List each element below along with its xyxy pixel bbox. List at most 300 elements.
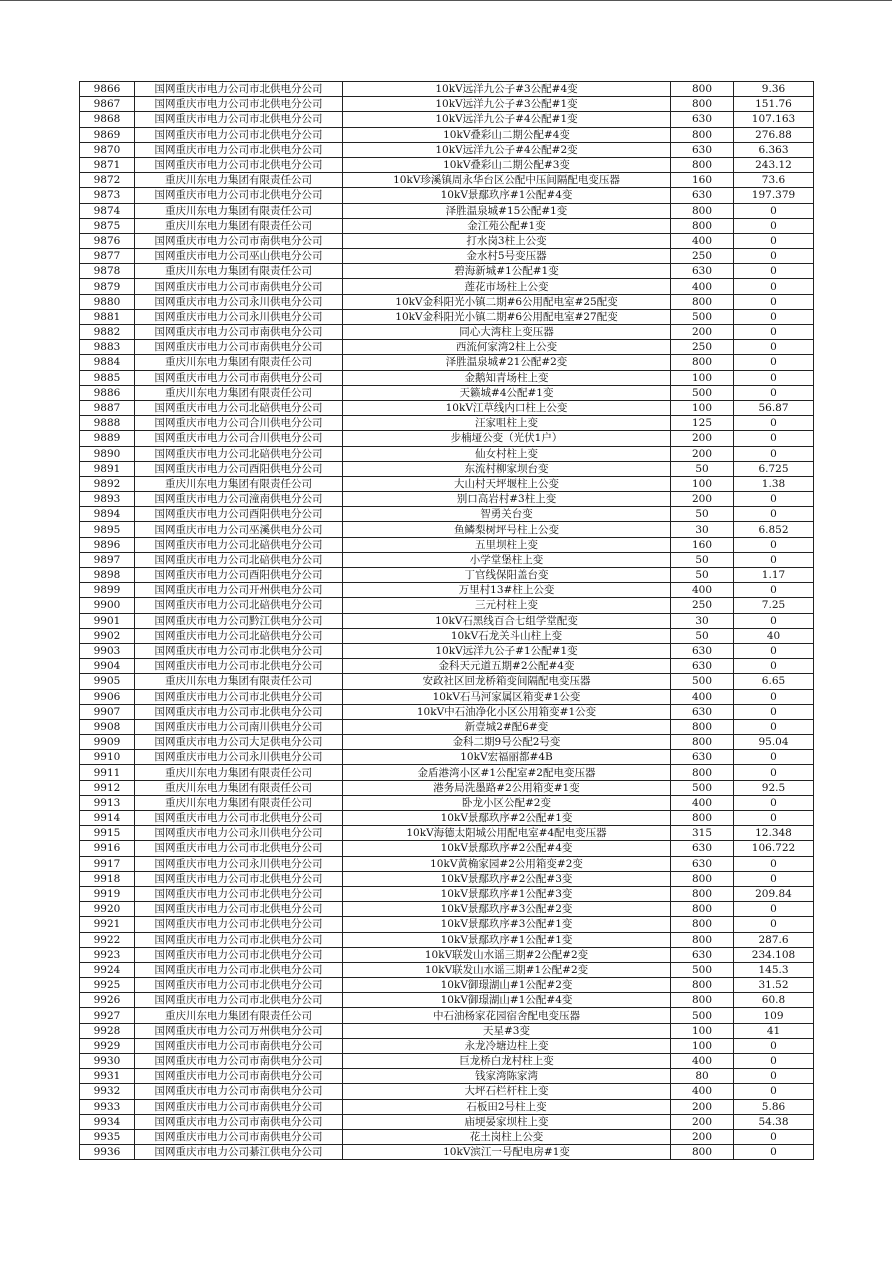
capacity-cell: 30 (671, 522, 734, 537)
company-cell: 国网重庆市电力公司市北供电分公司 (135, 188, 343, 203)
capacity-cell: 50 (671, 552, 734, 567)
table-row (80, 431, 814, 446)
company-cell: 国网重庆市电力公司开州供电分公司 (135, 583, 343, 598)
company-cell: 国网重庆市电力公司市北供电分公司 (135, 978, 343, 993)
transformer-name-cell: 万里村13#柱上公变 (343, 583, 671, 598)
capacity-cell: 50 (671, 628, 734, 643)
table-row (80, 309, 814, 324)
transformer-name-cell: 鱼鳞梨树坪号柱上公变 (343, 522, 671, 537)
transformer-name-cell: 10kV景鄢玖序#3公配#1变 (343, 917, 671, 932)
value-cell: 0 (734, 1069, 814, 1084)
table-row (80, 461, 814, 476)
value-cell: 107.163 (734, 112, 814, 127)
transformer-name-cell: 金科天元道五期#2公配#4变 (343, 659, 671, 674)
table-row (80, 826, 814, 841)
value-cell: 92.5 (734, 780, 814, 795)
value-cell: 0 (734, 613, 814, 628)
transformer-name-cell: 10kV景鄢玖序#1公配#4变 (343, 188, 671, 203)
table-row (80, 1069, 814, 1084)
row-number-cell: 9876 (80, 233, 135, 248)
transformer-name-cell: 10kV远洋九公子#3公配#4变 (343, 82, 671, 97)
value-cell: 0 (734, 856, 814, 871)
row-number-cell: 9903 (80, 643, 135, 658)
table-row (80, 1114, 814, 1129)
capacity-cell: 200 (671, 1129, 734, 1144)
value-cell: 0 (734, 750, 814, 765)
capacity-cell: 800 (671, 917, 734, 932)
row-number-cell: 9888 (80, 416, 135, 431)
value-cell: 0 (734, 643, 814, 658)
company-cell: 国网重庆市电力公司巫山供电分公司 (135, 249, 343, 264)
capacity-cell: 800 (671, 355, 734, 370)
company-cell: 国网重庆市电力公司市北供电分公司 (135, 917, 343, 932)
company-cell: 国网重庆市电力公司永川供电分公司 (135, 856, 343, 871)
value-cell: 6.65 (734, 674, 814, 689)
transformer-name-cell: 10kV黄桷家园#2公用箱变#2变 (343, 856, 671, 871)
capacity-cell: 100 (671, 1038, 734, 1053)
transformer-name-cell: 10kV景鄢玖序#2公配#4变 (343, 841, 671, 856)
company-cell: 国网重庆市电力公司市北供电分公司 (135, 659, 343, 674)
transformer-name-cell: 10kV远洋九公子#1公配#1变 (343, 643, 671, 658)
transformer-name-cell: 智勇关台变 (343, 507, 671, 522)
company-cell: 国网重庆市电力公司市北供电分公司 (135, 157, 343, 172)
transformer-name-cell: 10kV联发山水谣三期#1公配#2变 (343, 962, 671, 977)
transformer-name-cell: 碧海新城#1公配#1变 (343, 264, 671, 279)
row-number-cell: 9925 (80, 978, 135, 993)
table-row (80, 112, 814, 127)
transformer-name-cell: 泽胜温泉城#21公配#2变 (343, 355, 671, 370)
table-row (80, 947, 814, 962)
row-number-cell: 9889 (80, 431, 135, 446)
table-row (80, 1023, 814, 1038)
value-cell: 197.379 (734, 188, 814, 203)
value-cell: 0 (734, 902, 814, 917)
value-cell: 0 (734, 795, 814, 810)
row-number-cell: 9870 (80, 142, 135, 157)
capacity-cell: 250 (671, 598, 734, 613)
capacity-cell: 315 (671, 826, 734, 841)
company-cell: 国网重庆市电力公司酉阳供电分公司 (135, 568, 343, 583)
value-cell: 12.348 (734, 826, 814, 841)
row-number-cell: 9917 (80, 856, 135, 871)
row-number-cell: 9886 (80, 385, 135, 400)
table-row (80, 993, 814, 1008)
company-cell: 国网重庆市电力公司北碚供电分公司 (135, 628, 343, 643)
transformer-name-cell: 步楠垭公变（光伏1户） (343, 431, 671, 446)
capacity-cell: 800 (671, 719, 734, 734)
table-row (80, 841, 814, 856)
capacity-cell: 800 (671, 97, 734, 112)
value-cell: 56.87 (734, 400, 814, 415)
table-row (80, 173, 814, 188)
table-row (80, 978, 814, 993)
row-number-cell: 9869 (80, 127, 135, 142)
transformer-name-cell: 打水岗3柱上公变 (343, 233, 671, 248)
value-cell: 0 (734, 203, 814, 218)
transformer-name-cell: 大山村天坪堰柱上公变 (343, 476, 671, 491)
value-cell: 276.88 (734, 127, 814, 142)
transformer-name-cell: 天籁城#4公配#1变 (343, 385, 671, 400)
transformer-name-cell: 10kV景鄢玖序#2公配#3变 (343, 871, 671, 886)
transformer-name-cell: 10kV江草线内口柱上公变 (343, 400, 671, 415)
row-number-cell: 9916 (80, 841, 135, 856)
transformer-name-cell: 10kV御璟湖山#1公配#4变 (343, 993, 671, 1008)
capacity-cell: 400 (671, 1054, 734, 1069)
capacity-cell: 800 (671, 932, 734, 947)
table-row (80, 264, 814, 279)
row-number-cell: 9909 (80, 735, 135, 750)
transformer-name-cell: 10kV海德太阳城公用配电室#4配电变压器 (343, 826, 671, 841)
table-row (80, 279, 814, 294)
capacity-cell: 400 (671, 689, 734, 704)
company-cell: 国网重庆市电力公司市南供电分公司 (135, 1054, 343, 1069)
transformer-name-cell: 10kV石黑线百合七组学堂配变 (343, 613, 671, 628)
row-number-cell: 9868 (80, 112, 135, 127)
value-cell: 9.36 (734, 82, 814, 97)
capacity-cell: 630 (671, 856, 734, 871)
value-cell: 106.722 (734, 841, 814, 856)
capacity-cell: 800 (671, 294, 734, 309)
row-number-cell: 9902 (80, 628, 135, 643)
row-number-cell: 9885 (80, 370, 135, 385)
company-cell: 国网重庆市电力公司市南供电分公司 (135, 325, 343, 340)
company-cell: 国网重庆市电力公司市北供电分公司 (135, 811, 343, 826)
row-number-cell: 9914 (80, 811, 135, 826)
value-cell: 0 (734, 1084, 814, 1099)
company-cell: 国网重庆市电力公司酉阳供电分公司 (135, 507, 343, 522)
row-number-cell: 9892 (80, 476, 135, 491)
company-cell: 国网重庆市电力公司北碚供电分公司 (135, 446, 343, 461)
transformer-name-cell: 10kV金科阳光小镇二期#6公用配电室#27配变 (343, 309, 671, 324)
capacity-cell: 630 (671, 112, 734, 127)
transformer-name-cell: 金科二期9号公配2号变 (343, 735, 671, 750)
table-row (80, 1129, 814, 1144)
table-row (80, 598, 814, 613)
capacity-cell: 80 (671, 1069, 734, 1084)
capacity-cell: 800 (671, 1145, 734, 1160)
table-row (80, 157, 814, 172)
transformer-name-cell: 10kV石马河家属区箱变#1公变 (343, 689, 671, 704)
company-cell: 国网重庆市电力公司市南供电分公司 (135, 1099, 343, 1114)
company-cell: 重庆川东电力集团有限责任公司 (135, 765, 343, 780)
company-cell: 国网重庆市电力公司市北供电分公司 (135, 704, 343, 719)
capacity-cell: 800 (671, 82, 734, 97)
transformer-name-cell: 钱家湾陈家湾 (343, 1069, 671, 1084)
table-row (80, 294, 814, 309)
row-number-cell: 9930 (80, 1054, 135, 1069)
row-number-cell: 9875 (80, 218, 135, 233)
value-cell: 0 (734, 1145, 814, 1160)
row-number-cell: 9907 (80, 704, 135, 719)
row-number-cell: 9872 (80, 173, 135, 188)
table-row (80, 856, 814, 871)
row-number-cell: 9933 (80, 1099, 135, 1114)
capacity-cell: 800 (671, 886, 734, 901)
company-cell: 国网重庆市电力公司市北供电分公司 (135, 993, 343, 1008)
transformer-name-cell: 五里坝柱上变 (343, 537, 671, 552)
table-row (80, 325, 814, 340)
capacity-cell: 800 (671, 735, 734, 750)
capacity-cell: 500 (671, 1008, 734, 1023)
company-cell: 国网重庆市电力公司万州供电分公司 (135, 1023, 343, 1038)
value-cell: 54.38 (734, 1114, 814, 1129)
row-number-cell: 9922 (80, 932, 135, 947)
capacity-cell: 800 (671, 978, 734, 993)
table-row (80, 902, 814, 917)
table-row (80, 446, 814, 461)
transformer-name-cell: 西流何家湾2柱上公变 (343, 340, 671, 355)
company-cell: 国网重庆市电力公司綦江供电分公司 (135, 1145, 343, 1160)
company-cell: 国网重庆市电力公司市北供电分公司 (135, 82, 343, 97)
row-number-cell: 9924 (80, 962, 135, 977)
transformer-name-cell: 巨龙桥白龙村柱上变 (343, 1054, 671, 1069)
transformer-name-cell: 10kV景鄢玖序#3公配#2变 (343, 902, 671, 917)
company-cell: 国网重庆市电力公司永川供电分公司 (135, 750, 343, 765)
company-cell: 国网重庆市电力公司市北供电分公司 (135, 142, 343, 157)
value-cell: 0 (734, 340, 814, 355)
transformer-name-cell: 永龙冷塘边柱上变 (343, 1038, 671, 1053)
table-row (80, 780, 814, 795)
capacity-cell: 630 (671, 947, 734, 962)
row-number-cell: 9934 (80, 1114, 135, 1129)
company-cell: 国网重庆市电力公司巫溪供电分公司 (135, 522, 343, 537)
capacity-cell: 200 (671, 1099, 734, 1114)
value-cell: 6.852 (734, 522, 814, 537)
capacity-cell: 630 (671, 750, 734, 765)
company-cell: 重庆川东电力集团有限责任公司 (135, 674, 343, 689)
company-cell: 重庆川东电力集团有限责任公司 (135, 1008, 343, 1023)
transformer-name-cell: 安政社区回龙桥箱变间隔配电变压器 (343, 674, 671, 689)
company-cell: 重庆川东电力集团有限责任公司 (135, 355, 343, 370)
table-row (80, 218, 814, 233)
capacity-cell: 400 (671, 583, 734, 598)
table-row (80, 203, 814, 218)
capacity-cell: 800 (671, 157, 734, 172)
transformer-name-cell: 10kV远洋九公子#4公配#1变 (343, 112, 671, 127)
capacity-cell: 800 (671, 871, 734, 886)
company-cell: 国网重庆市电力公司市南供电分公司 (135, 1038, 343, 1053)
row-number-cell: 9881 (80, 309, 135, 324)
capacity-cell: 250 (671, 249, 734, 264)
row-number-cell: 9867 (80, 97, 135, 112)
capacity-cell: 200 (671, 431, 734, 446)
company-cell: 重庆川东电力集团有限责任公司 (135, 173, 343, 188)
table-row (80, 82, 814, 97)
value-cell: 0 (734, 871, 814, 886)
company-cell: 国网重庆市电力公司酉阳供电分公司 (135, 461, 343, 476)
company-cell: 国网重庆市电力公司南川供电分公司 (135, 719, 343, 734)
value-cell: 0 (734, 416, 814, 431)
value-cell: 0 (734, 309, 814, 324)
row-number-cell: 9920 (80, 902, 135, 917)
table-row (80, 1145, 814, 1160)
capacity-cell: 100 (671, 370, 734, 385)
capacity-cell: 30 (671, 613, 734, 628)
row-number-cell: 9880 (80, 294, 135, 309)
table-row (80, 886, 814, 901)
row-number-cell: 9929 (80, 1038, 135, 1053)
value-cell: 0 (734, 385, 814, 400)
transformer-name-cell: 同心大湾柱上变压器 (343, 325, 671, 340)
company-cell: 国网重庆市电力公司市北供电分公司 (135, 643, 343, 658)
value-cell: 0 (734, 552, 814, 567)
value-cell: 1.17 (734, 568, 814, 583)
table-row (80, 400, 814, 415)
table-row (80, 537, 814, 552)
transformer-name-cell: 10kV金科阳光小镇二期#6公用配电室#25配变 (343, 294, 671, 309)
row-number-cell: 9906 (80, 689, 135, 704)
table-row (80, 476, 814, 491)
row-number-cell: 9895 (80, 522, 135, 537)
table-row (80, 1099, 814, 1114)
company-cell: 重庆川东电力集团有限责任公司 (135, 780, 343, 795)
capacity-cell: 160 (671, 173, 734, 188)
table-row (80, 416, 814, 431)
value-cell: 0 (734, 1129, 814, 1144)
value-cell: 0 (734, 659, 814, 674)
capacity-cell: 100 (671, 476, 734, 491)
table-row (80, 735, 814, 750)
value-cell: 0 (734, 249, 814, 264)
table-row (80, 233, 814, 248)
value-cell: 7.25 (734, 598, 814, 613)
row-number-cell: 9936 (80, 1145, 135, 1160)
value-cell: 41 (734, 1023, 814, 1038)
capacity-cell: 200 (671, 325, 734, 340)
value-cell: 0 (734, 218, 814, 233)
company-cell: 国网重庆市电力公司合川供电分公司 (135, 416, 343, 431)
transformer-name-cell: 10kV中石油净化小区公用箱变#1公变 (343, 704, 671, 719)
capacity-cell: 200 (671, 446, 734, 461)
value-cell: 0 (734, 233, 814, 248)
value-cell: 243.12 (734, 157, 814, 172)
company-cell: 国网重庆市电力公司市北供电分公司 (135, 689, 343, 704)
transformer-name-cell: 10kV景鄢玖序#2公配#1变 (343, 811, 671, 826)
value-cell: 0 (734, 765, 814, 780)
transformer-name-cell: 10kV叠彩山二期公配#4变 (343, 127, 671, 142)
row-number-cell: 9904 (80, 659, 135, 674)
value-cell: 0 (734, 537, 814, 552)
capacity-cell: 50 (671, 568, 734, 583)
company-cell: 国网重庆市电力公司市北供电分公司 (135, 841, 343, 856)
capacity-cell: 200 (671, 492, 734, 507)
table-row (80, 370, 814, 385)
company-cell: 国网重庆市电力公司市北供电分公司 (135, 947, 343, 962)
row-number-cell: 9871 (80, 157, 135, 172)
value-cell: 0 (734, 355, 814, 370)
company-cell: 国网重庆市电力公司市南供电分公司 (135, 370, 343, 385)
transformer-name-cell: 泽胜温泉城#15公配#1变 (343, 203, 671, 218)
capacity-cell: 200 (671, 1114, 734, 1129)
transformer-name-cell: 花土岗柱上公变 (343, 1129, 671, 1144)
table-row (80, 613, 814, 628)
transformer-name-cell: 小学堂堡柱上变 (343, 552, 671, 567)
table-row (80, 628, 814, 643)
value-cell: 0 (734, 689, 814, 704)
row-number-cell: 9879 (80, 279, 135, 294)
table-row (80, 659, 814, 674)
company-cell: 重庆川东电力集团有限责任公司 (135, 385, 343, 400)
table-row (80, 568, 814, 583)
table-row (80, 689, 814, 704)
transformer-name-cell: 金鹅知青场柱上变 (343, 370, 671, 385)
transformer-name-cell: 金江苑公配#1变 (343, 218, 671, 233)
value-cell: 145.3 (734, 962, 814, 977)
transformer-name-cell: 石板田2号柱上变 (343, 1099, 671, 1114)
capacity-cell: 630 (671, 704, 734, 719)
table-row (80, 643, 814, 658)
value-cell: 40 (734, 628, 814, 643)
capacity-cell: 800 (671, 811, 734, 826)
value-cell: 0 (734, 294, 814, 309)
capacity-cell: 500 (671, 385, 734, 400)
row-number-cell: 9912 (80, 780, 135, 795)
transformer-name-cell: 10kV景鄢玖序#1公配#3变 (343, 886, 671, 901)
value-cell: 0 (734, 279, 814, 294)
table-row (80, 811, 814, 826)
value-cell: 0 (734, 431, 814, 446)
row-number-cell: 9918 (80, 871, 135, 886)
value-cell: 0 (734, 325, 814, 340)
table-row (80, 795, 814, 810)
company-cell: 国网重庆市电力公司市北供电分公司 (135, 886, 343, 901)
value-cell: 234.108 (734, 947, 814, 962)
row-number-cell: 9921 (80, 917, 135, 932)
value-cell: 31.52 (734, 978, 814, 993)
table-row (80, 249, 814, 264)
row-number-cell: 9899 (80, 583, 135, 598)
transformer-name-cell: 10kV景鄢玖序#1公配#1变 (343, 932, 671, 947)
value-cell: 0 (734, 370, 814, 385)
row-number-cell: 9897 (80, 552, 135, 567)
transformer-name-cell: 10kV远洋九公子#4公配#2变 (343, 142, 671, 157)
row-number-cell: 9894 (80, 507, 135, 522)
company-cell: 国网重庆市电力公司市南供电分公司 (135, 1084, 343, 1099)
table-row (80, 962, 814, 977)
transformer-name-cell: 10kV滨江一号配电房#1变 (343, 1145, 671, 1160)
table-row (80, 492, 814, 507)
company-cell: 国网重庆市电力公司永川供电分公司 (135, 294, 343, 309)
table-row (80, 871, 814, 886)
row-number-cell: 9900 (80, 598, 135, 613)
table-row (80, 750, 814, 765)
table-row (80, 142, 814, 157)
company-cell: 重庆川东电力集团有限责任公司 (135, 476, 343, 491)
company-cell: 国网重庆市电力公司市南供电分公司 (135, 1114, 343, 1129)
value-cell: 73.6 (734, 173, 814, 188)
transformer-name-cell: 别口高岩村#3柱上变 (343, 492, 671, 507)
company-cell: 国网重庆市电力公司永川供电分公司 (135, 309, 343, 324)
table-row (80, 552, 814, 567)
row-number-cell: 9928 (80, 1023, 135, 1038)
table-row (80, 765, 814, 780)
capacity-cell: 50 (671, 507, 734, 522)
row-number-cell: 9884 (80, 355, 135, 370)
transformer-name-cell: 仙女村柱上变 (343, 446, 671, 461)
transformer-name-cell: 中石油杨家花园宿舍配电变压器 (343, 1008, 671, 1023)
company-cell: 国网重庆市电力公司市南供电分公司 (135, 1069, 343, 1084)
value-cell: 0 (734, 704, 814, 719)
capacity-cell: 800 (671, 902, 734, 917)
transformer-table (79, 81, 814, 1160)
value-cell: 0 (734, 446, 814, 461)
capacity-cell: 800 (671, 203, 734, 218)
row-number-cell: 9927 (80, 1008, 135, 1023)
value-cell: 0 (734, 264, 814, 279)
capacity-cell: 630 (671, 188, 734, 203)
row-number-cell: 9873 (80, 188, 135, 203)
table-row (80, 507, 814, 522)
